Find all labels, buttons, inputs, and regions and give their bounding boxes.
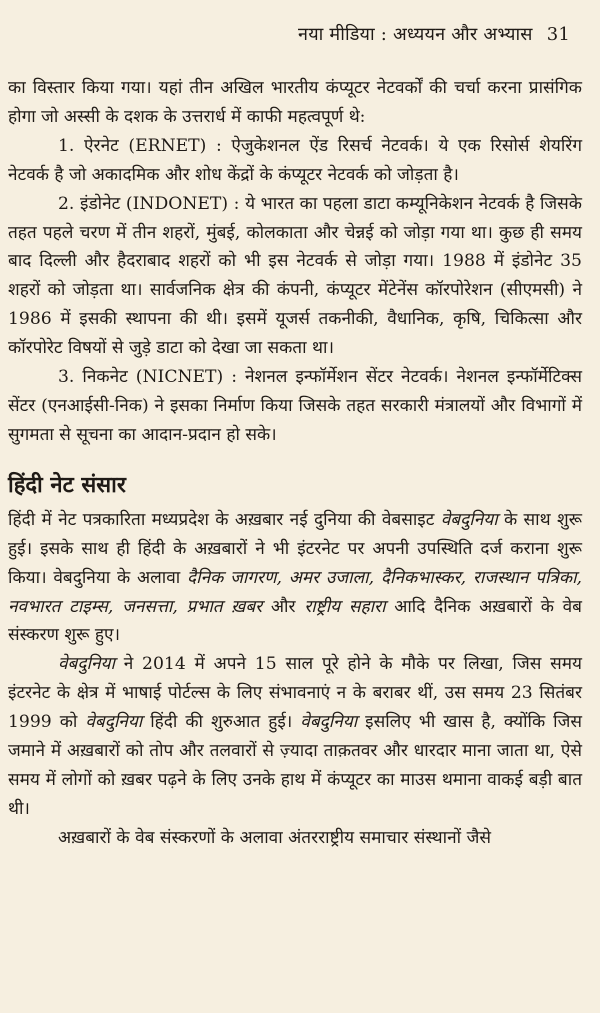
- paragraph-ernet: 1. ऐरनेट (ERNET) : ऐजुकेशनल ऐंड रिसर्च नेटवर्क। ये एक रिसोर्स शेयरिंग नेटवर्क है जो अकादमिक और शोध केंद्रों के कंप्यूटर नेटवर्क को जोड़ता है।: [8, 135, 582, 185]
- text-span: हिंदी में नेट पत्रकारिता मध्यप्रदेश के अख़बार नई दुनिया की वेबसाइट: [8, 509, 441, 530]
- text-span: के साथ शुरू हुई। इसके साथ ही हिंदी के अख़बारों ने भी इंटरनेट पर अपनी उपस्थिति दर्ज कराना शुरू किया। वेबदुनिया के अलावा: [8, 509, 582, 588]
- paragraph-last-line: अख़बारों के वेब संस्करणों के अलावा अंतरराष्ट्रीय समाचार संस्थानों जैसे: [58, 827, 491, 848]
- italic-webdunia: वेबदुनिया: [440, 509, 498, 530]
- page-body: [8, 74, 582, 853]
- section-heading: हिंदी नेट संसार: [8, 471, 126, 498]
- paragraph-continuation: का विस्तार किया गया। यहां तीन अखिल भारतीय कंप्यूटर नेटवर्कों की चर्चा करना प्रासंगिक होगा जो अस्सी के दशक के उत्तरार्ध में काफी महत्वपूर्ण थे:: [8, 78, 582, 127]
- italic-webdunia: वेबदुनिया: [58, 654, 115, 675]
- text-span: इसलिए भी खास है, क्योंकि जिस जमाने में अख़बारों को तोप और तलवारों से ज़्यादा ताक़तवर और धारदार माना जाता था, ऐसे समय में लोगों को ख़बर पढ़ने के लिए उनके हाथ में कंप्यूटर का माउस थमाना वाकई बड़ी बात थी।: [8, 712, 582, 819]
- header-title: नया मीडिया : अध्ययन और अभ्यास: [298, 24, 533, 45]
- italic-newspaper-list: दैनिक जागरण, अमर उजाला, दैनिकभास्कर, राजस्थान पत्रिका, नवभारत टाइम्स, जनसत्ता, प्रभात ख़बर: [8, 567, 582, 617]
- running-header: [298, 22, 570, 46]
- paragraph-hindi-net: [8, 506, 582, 651]
- text-span: ने 2014 में अपने 15 साल पूरे होने के मौके पर लिखा, जिस समय इंटरनेट के क्षेत्र में भाषाई पोर्टल्स के लिए संभावनाएं न के बराबर थीं, उस समय 23 सितंबर 1999 को: [8, 654, 582, 733]
- italic-rashtriya-sahara: राष्ट्रीय सहारा: [304, 596, 386, 617]
- paragraph-webdunia-history: [8, 650, 582, 823]
- italic-webdunia: वेबदुनिया: [300, 712, 358, 733]
- paragraph-indonet: 2. इंडोनेट (INDONET) : ये भारत का पहला डाटा कम्यूनिकेशन नेटवर्क है जिसके तहत पहले चरण में तीन शहरों, मुंबई, कोलकाता और चेन्नई को जोड़ा गया था। कुछ ही समय बाद दिल्ली और हैदराबाद शहरों को भी इस नेटवर्क से जोड़ा गया। 1988 में इंडोनेट 35 शहरों को जोड़ता था। सार्वजनिक क्षेत्र की कंपनी, कंप्यूटर मेंटेनेंस कॉरपोरेशन (सीएमसी) ने 1986 में इसकी स्थापना की थी। इसमें यूजर्स तकनीकी, वैधानिक, कृषि, चिकित्सा और कॉरपोरेट विषयों से जुड़े डाटा को देखा जा सकता था।: [8, 193, 582, 359]
- text-span: और: [262, 596, 305, 617]
- paragraph-nicnet: 3. निकनेट (NICNET) : नेशनल इन्फॉर्मेशन सेंटर नेटवर्क। नेशनल इन्फॉर्मेटिक्स सेंटर (एनआईसी-निक) ने इसका निर्माण किया जिसके तहत सरकारी मंत्रालयों और विभागों में सुगमता से सूचना का आदान-प्रदान हो सके।: [8, 367, 582, 445]
- text-span: हिंदी की शुरुआत हुई।: [142, 712, 301, 733]
- text-span: आदि दैनिक अख़बारों के वेब संस्करण शुरू हुए।: [8, 596, 582, 646]
- page-number: 31: [546, 24, 570, 45]
- italic-webdunia: वेबदुनिया: [85, 712, 143, 733]
